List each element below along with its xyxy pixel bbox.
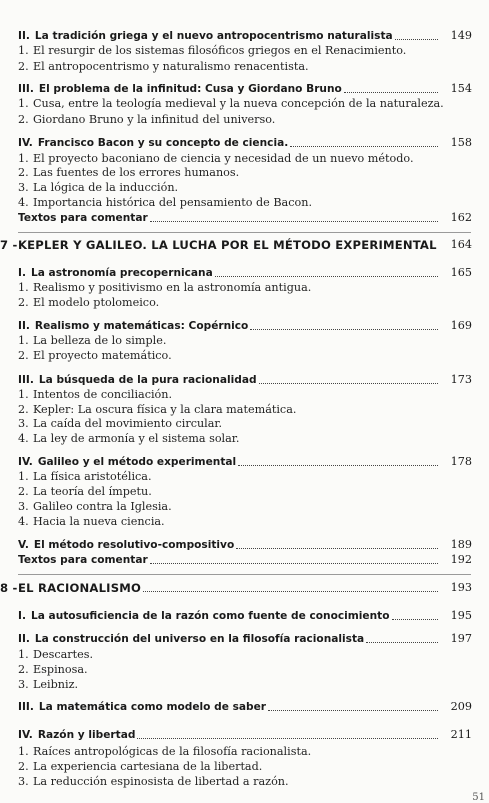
page-number: 193 xyxy=(450,581,472,594)
subitem-title: El resurgir de los sistemas filosóficos griegos en el Renacimiento. xyxy=(33,44,407,57)
subitem-number: 1. xyxy=(18,334,29,347)
subitem-number: 2. xyxy=(18,349,29,362)
dot-leader xyxy=(259,383,438,384)
subitem-number: 4. xyxy=(18,432,29,445)
section-number: IV. xyxy=(18,456,33,468)
subitem-title: Las fuentes de los errores humanos. xyxy=(33,166,240,179)
page-number: 178 xyxy=(450,455,472,468)
subitem-title: El modelo ptolomeico. xyxy=(33,296,160,309)
subitem-title: El proyecto matemático. xyxy=(33,349,172,362)
subitem-title: Cusa, entre la teología medieval y la nueva concepción de la naturaleza. xyxy=(33,97,444,110)
dot-leader xyxy=(150,563,438,564)
page-number: 162 xyxy=(450,211,472,224)
section-number: I. xyxy=(18,267,26,279)
subitem-title: Descartes. xyxy=(33,648,94,661)
subitem-title: Galileo contra la Iglesia. xyxy=(33,500,172,513)
chapter-title: EL RACIONALISMO xyxy=(18,581,142,595)
section-number: II. xyxy=(18,320,30,332)
section-number: III. xyxy=(18,701,34,713)
section-divider xyxy=(18,574,471,575)
subitem-number: 2. xyxy=(18,485,29,498)
section-title: Francisco Bacon y su concepto de ciencia. xyxy=(37,137,289,149)
section-number: IV. xyxy=(18,729,33,741)
texts-title: Textos para comentar xyxy=(18,554,148,566)
dot-leader xyxy=(290,146,438,147)
subitem-title: La reducción espinosista de libertad a razón. xyxy=(33,775,289,788)
page-number: 195 xyxy=(450,609,472,622)
subitem-title: La belleza de lo simple. xyxy=(33,334,167,347)
subitem-number: 1. xyxy=(18,97,29,110)
subitem-number: 2. xyxy=(18,403,29,416)
subitem-number: 3. xyxy=(18,500,29,513)
subitem-title: La teoría del ímpetu. xyxy=(33,485,152,498)
subitem-title: La ley de armonía y el sistema solar. xyxy=(33,432,240,445)
chapter-number: 8 - xyxy=(0,581,18,595)
section-number: IV. xyxy=(18,137,33,149)
subitem-number: 2. xyxy=(18,663,29,676)
section-title: La autosuficiencia de la razón como fuente de conocimiento xyxy=(30,610,390,622)
section-title: Realismo y matemáticas: Copérnico xyxy=(34,320,249,332)
subitem-number: 2. xyxy=(18,60,29,73)
dot-leader xyxy=(392,619,438,620)
page-number: 149 xyxy=(450,29,472,42)
section-number: III. xyxy=(18,83,34,95)
texts-title: Textos para comentar xyxy=(18,212,148,224)
section-number: II. xyxy=(18,30,30,42)
page-number: 173 xyxy=(450,373,472,386)
subitem-title: La física aristotélica. xyxy=(33,470,152,483)
subitem-number: 1. xyxy=(18,745,29,758)
page-number-footer: 51 xyxy=(472,792,485,803)
subitem-title: La experiencia cartesiana de la libertad. xyxy=(33,760,263,773)
section-title: La construcción del universo en la filosofía racionalista xyxy=(34,633,365,645)
section-number: II. xyxy=(18,633,30,645)
page-number: 189 xyxy=(450,538,472,551)
section-title: La matemática como modelo de saber xyxy=(38,701,267,713)
subitem-number: 1. xyxy=(18,470,29,483)
subitem-number: 1. xyxy=(18,648,29,661)
subitem-number: 2. xyxy=(18,760,29,773)
chapter-title: KEPLER Y GALILEO. LA LUCHA POR EL MÉTODO EXPERIMENTAL xyxy=(18,238,437,252)
page-number: 158 xyxy=(450,136,472,149)
subitem-number: 4. xyxy=(18,196,29,209)
dot-leader xyxy=(238,465,438,466)
subitem-title: Kepler: La oscura física y la clara matemática. xyxy=(33,403,297,416)
dot-leader xyxy=(150,221,438,222)
subitem-number: 3. xyxy=(18,181,29,194)
subitem-number: 2. xyxy=(18,166,29,179)
subitem-title: Leibniz. xyxy=(33,678,79,691)
dot-leader xyxy=(250,329,438,330)
subitem-title: El proyecto baconiano de ciencia y necesidad de un nuevo método. xyxy=(33,152,414,165)
page-number: 164 xyxy=(450,238,472,251)
page-number: 169 xyxy=(450,319,472,332)
subitem-title: Raíces antropológicas de la filosofía racionalista. xyxy=(33,745,312,758)
subitem-number: 3. xyxy=(18,775,29,788)
section-title: La búsqueda de la pura racionalidad xyxy=(38,374,257,386)
subitem-title: El antropocentrismo y naturalismo renacentista. xyxy=(33,60,309,73)
subitem-number: 2. xyxy=(18,296,29,309)
subitem-number: 1. xyxy=(18,152,29,165)
subitem-number: 4. xyxy=(18,515,29,528)
subitem-title: La caída del movimiento circular. xyxy=(33,417,223,430)
dot-leader xyxy=(236,548,438,549)
section-number: I. xyxy=(18,610,26,622)
page-number: 165 xyxy=(450,266,472,279)
dot-leader xyxy=(215,276,438,277)
section-title: Razón y libertad xyxy=(37,729,136,741)
dot-leader xyxy=(366,642,438,643)
dot-leader xyxy=(143,591,438,592)
dot-leader xyxy=(137,738,438,739)
section-title: El método resolutivo-compositivo xyxy=(33,539,235,551)
section-title: El problema de la infinitud: Cusa y Giordano Bruno xyxy=(38,83,342,95)
page-number: 197 xyxy=(450,632,472,645)
dot-leader xyxy=(344,92,438,93)
dot-leader xyxy=(268,710,438,711)
subitem-number: 1. xyxy=(18,44,29,57)
subitem-title: La lógica de la inducción. xyxy=(33,181,179,194)
subitem-title: Espinosa. xyxy=(33,663,88,676)
section-divider xyxy=(18,232,471,233)
chapter-number: 7 - xyxy=(0,238,18,252)
page-number: 209 xyxy=(450,700,472,713)
subitem-number: 3. xyxy=(18,678,29,691)
section-title: La astronomía precopernicana xyxy=(30,267,213,279)
subitem-title: Giordano Bruno y la infinitud del universo. xyxy=(33,113,276,126)
dot-leader xyxy=(395,39,438,40)
page-number: 192 xyxy=(450,553,472,566)
subitem-number: 2. xyxy=(18,113,29,126)
section-number: III. xyxy=(18,374,34,386)
subitem-number: 1. xyxy=(18,281,29,294)
section-title: Galileo y el método experimental xyxy=(37,456,237,468)
subitem-title: Intentos de conciliación. xyxy=(33,388,173,401)
subitem-title: Importancia histórica del pensamiento de Bacon. xyxy=(33,196,312,209)
subitem-title: Hacia la nueva ciencia. xyxy=(33,515,165,528)
page-number: 211 xyxy=(450,728,472,741)
subitem-number: 1. xyxy=(18,388,29,401)
subitem-title: Realismo y positivismo en la astronomía antigua. xyxy=(33,281,312,294)
section-title: La tradición griega y el nuevo antropocentrismo naturalista xyxy=(34,30,393,42)
subitem-number: 3. xyxy=(18,417,29,430)
section-number: V. xyxy=(18,539,29,551)
page-number: 154 xyxy=(450,82,472,95)
